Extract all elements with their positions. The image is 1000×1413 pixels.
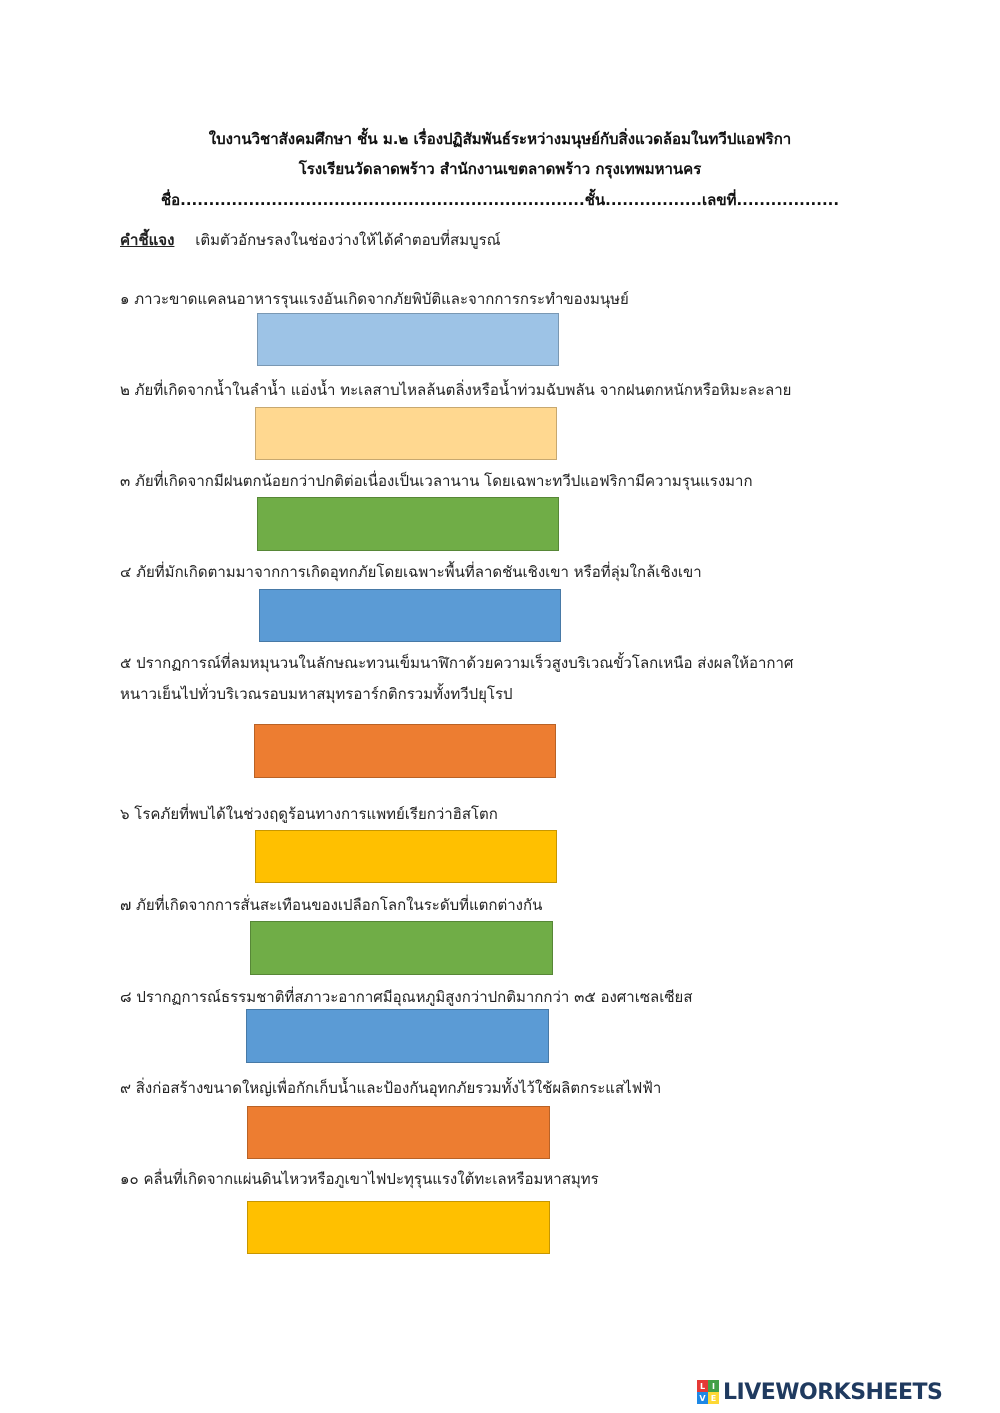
answer-box-9[interactable] — [247, 1106, 550, 1159]
question-5: ๕ ปรากฏการณ์ที่ลมหมุนวนในลักษณะทวนเข็มนาฬิกาด้วยความเร็วสูงบริเวณขั้วโลกเหนือ ส่งผลให้อากาศ — [120, 654, 794, 672]
question-7: ๗ ภัยที่เกิดจากการสั่นสะเทือนของเปลือกโลกในระดับที่แตกต่างกัน — [120, 896, 543, 914]
instructions-text: เติมตัวอักษรลงในช่องว่างให้ได้คำตอบที่สมบูรณ์ — [195, 231, 501, 249]
question-2: ๒ ภัยที่เกิดจากน้ำในลำน้ำ แอ่งน้ำ ทะเลสาบไหลล้นตลิ่งหรือน้ำท่วมฉับพลัน จากฝนตกหนักหรือหิมะละลาย — [120, 381, 792, 399]
logo-badge-icon: L I V E — [697, 1380, 719, 1404]
answer-box-4[interactable] — [259, 589, 561, 642]
answer-box-3[interactable] — [257, 497, 559, 551]
question-6: ๖ โรคภัยที่พบได้ในช่วงฤดูร้อนทางการแพทย์เรียกว่าฮิสโตก — [120, 805, 498, 823]
question-5-continued: หนาวเย็นไปทั่วบริเวณรอบมหาสมุทรอาร์กติกรวมทั้งทวีปยุโรป — [120, 685, 513, 703]
answer-box-10[interactable] — [247, 1201, 550, 1254]
school-name: โรงเรียนวัดลาดพร้าว สำนักงานเขตลาดพร้าว กรุงเทพมหานคร — [298, 160, 702, 178]
question-9: ๙ สิ่งก่อสร้างขนาดใหญ่เพื่อกักเก็บน้ำและป้องกันอุทกภัยรวมทั้งไว้ใช้ผลิตกระแสไฟฟ้า — [120, 1079, 662, 1097]
instructions-label: คำชี้แจง — [120, 231, 175, 249]
answer-box-1[interactable] — [257, 313, 559, 366]
answer-box-8[interactable] — [246, 1009, 549, 1063]
answer-box-5[interactable] — [254, 724, 556, 778]
question-8: ๘ ปรากฏการณ์ธรรมชาติที่สภาวะอากาศมีอุณหภูมิสูงกว่าปกติมากกว่า ๓๕ องศาเซลเซียส — [120, 988, 693, 1006]
question-10: ๑๐ คลื่นที่เกิดจากแผ่นดินไหวหรือภูเขาไฟปะทุรุนแรงใต้ทะเลหรือมหาสมุทร — [120, 1170, 599, 1188]
instructions — [120, 228, 501, 252]
student-info-line: ชื่อ.......................................................................ชั้น.................เลขที่.................. — [160, 191, 840, 209]
worksheet-title: ใบงานวิชาสังคมศึกษา ชั้น ม.๒ เรื่องปฏิสัมพันธ์ระหว่างมนุษย์กับสิ่งแวดล้อมในทวีปแอฟริกา — [208, 130, 792, 148]
answer-box-7[interactable] — [250, 921, 553, 975]
logo-text: LIVEWORKSHEETS — [723, 1379, 943, 1405]
liveworksheets-logo — [697, 1379, 942, 1405]
question-1: ๑ ภาวะขาดแคลนอาหารรุนแรงอันเกิดจากภัยพิบัติและจากการกระทำของมนุษย์ — [120, 290, 629, 308]
answer-box-6[interactable] — [255, 830, 557, 883]
question-3: ๓ ภัยที่เกิดจากมีฝนตกน้อยกว่าปกติต่อเนื่องเป็นเวลานาน โดยเฉพาะทวีปแอฟริกามีความรุนแรงมาก — [120, 472, 753, 490]
question-4: ๔ ภัยที่มักเกิดตามมาจากการเกิดอุทกภัยโดยเฉพาะพื้นที่ลาดชันเชิงเขา หรือที่ลุ่มใกล้เชิงเขา — [120, 563, 702, 581]
answer-box-2[interactable] — [255, 407, 557, 460]
